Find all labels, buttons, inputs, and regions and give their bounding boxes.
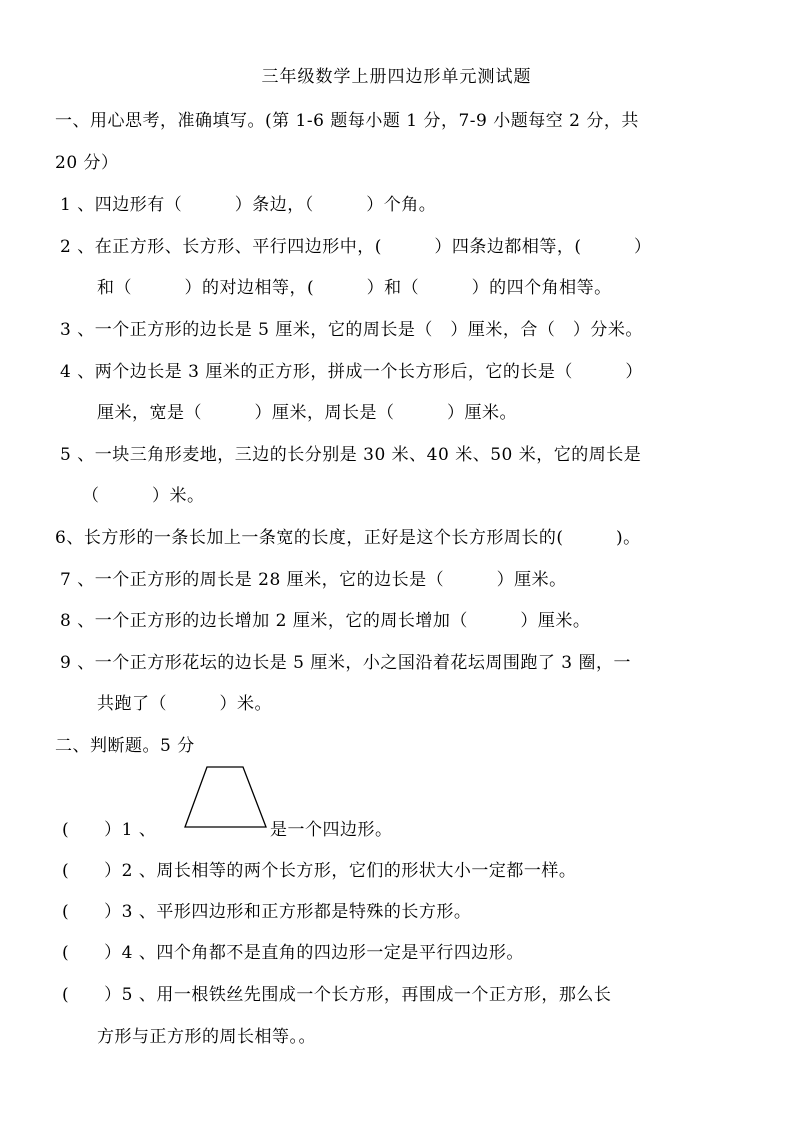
question-5: 5 、一块三角形麦地，三边的长分别是 30 米、40 米、50 米，它的周长是 xyxy=(60,445,642,465)
judgement-4: ( ）4 、四个角都不是直角的四边形一定是平行四边形。 xyxy=(62,943,524,963)
judgement-3: ( ）3 、平形四边形和正方形都是特殊的长方形。 xyxy=(62,902,472,922)
section1-heading: 一、用心思考，准确填写。(第 1-6 题每小题 1 分，7-9 小题每空 2 分，共 xyxy=(55,111,639,131)
question-7: 7 、一个正方形的周长是 28 厘米，它的边长是（ ）厘米。 xyxy=(60,570,567,590)
judgement-2: ( ）2 、周长相等的两个长方形，它们的形状大小一定都一样。 xyxy=(62,861,577,881)
judgement-1-suffix: 是一个四边形。 xyxy=(270,820,393,840)
question-1: 1 、四边形有（ ）条边，（ ）个角。 xyxy=(60,195,437,215)
question-2-cont: 和（ ）的对边相等，( ）和（ ）的四个角相等。 xyxy=(97,278,612,298)
judgement-1-prefix: ( ）1 、 xyxy=(62,820,157,840)
page-title: 三年级数学上册四边形单元测试题 xyxy=(261,67,532,87)
question-2: 2 、在正方形、长方形、平行四边形中，( ）四条边都相等，( ） xyxy=(60,237,652,257)
trapezoid-figure xyxy=(183,764,269,830)
question-9: 9 、一个正方形花坛的边长是 5 厘米，小之国沿着花坛周围跑了 3 圈，一 xyxy=(60,653,631,673)
question-4-cont: 厘米，宽是（ ）厘米，周长是（ ）厘米。 xyxy=(97,403,517,423)
question-4: 4 、两个边长是 3 厘米的正方形，拼成一个长方形后，它的长是（ ） xyxy=(60,362,643,382)
question-6: 6、长方形的一条长加上一条宽的长度，正好是这个长方形周长的( )。 xyxy=(55,528,641,548)
question-5-cont: （ ）米。 xyxy=(82,486,205,506)
question-3: 3 、一个正方形的边长是 5 厘米，它的周长是（ ）厘米，合（ ）分米。 xyxy=(60,320,643,340)
judgement-5: ( ）5 、用一根铁丝先围成一个长方形，再围成一个正方形，那么长 xyxy=(62,985,612,1005)
judgement-5-cont: 方形与正方形的周长相等。。 xyxy=(97,1027,316,1047)
section2-heading: 二、判断题。5 分 xyxy=(55,736,195,756)
section1-heading-cont: 20 分） xyxy=(55,153,119,173)
question-9-cont: 共跑了（ ）米。 xyxy=(97,694,272,714)
question-8: 8 、一个正方形的边长增加 2 厘米，它的周长增加（ ）厘米。 xyxy=(60,611,591,631)
